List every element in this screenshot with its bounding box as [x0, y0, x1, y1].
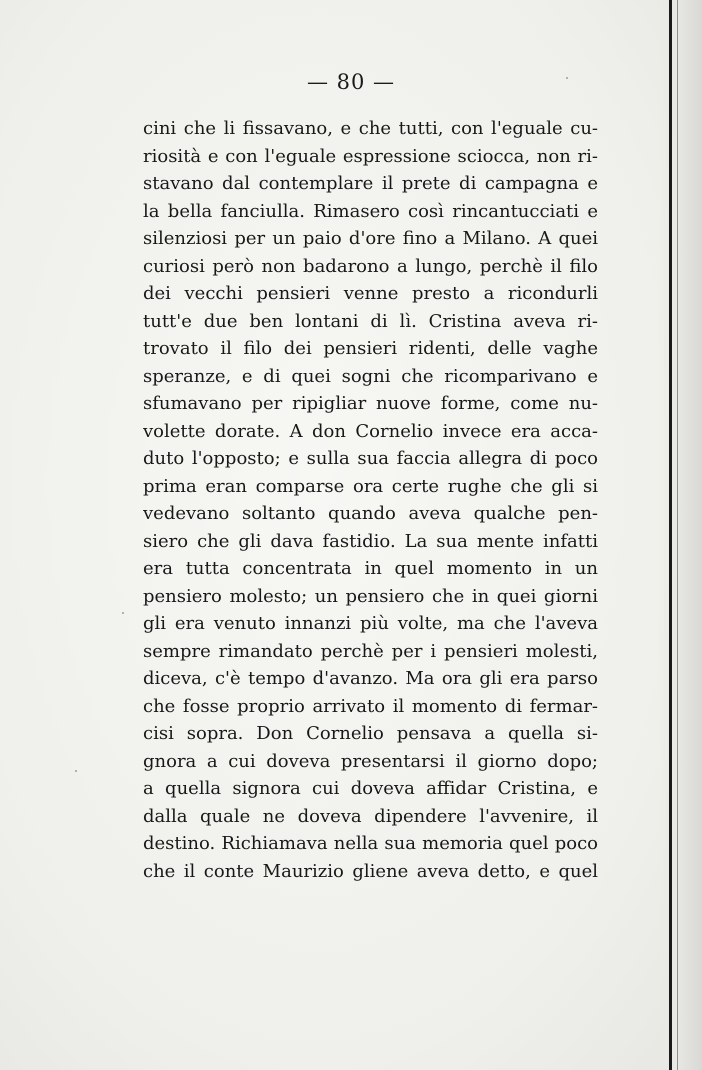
- text-line: sempre rimandato perchè per i pensieri molesti,: [143, 640, 598, 662]
- text-line: diceva, c'è tempo d'avanzo. Ma ora gli era parso: [143, 668, 598, 689]
- text-line: la bella fanciulla. Rimasero così rincantucciati e: [143, 200, 598, 222]
- text-line: trovato il filo dei pensieri ridenti, delle vaghe: [143, 338, 598, 359]
- text-line: siero che gli dava fastidio. La sua mente infatti: [143, 530, 598, 552]
- binding-edge-shadow: [677, 0, 678, 1070]
- text-line: che il conte Maurizio gliene aveva detto, e quel: [143, 860, 598, 882]
- text-line: destino. Richiamava nella sua memoria quel poco: [143, 833, 598, 854]
- text-line: che fosse proprio arrivato il momento di fermar-: [143, 695, 598, 717]
- text-line: gnora a cui doveva presentarsi il giorno dopo;: [143, 750, 598, 772]
- text-line: gli era venuto innanzi più volte, ma che l'aveva: [143, 613, 598, 634]
- text-line: duto l'opposto; e sulla sua faccia allegra di poco: [143, 448, 598, 469]
- text-line: speranze, e di quei sogni che ricomparivano e: [143, 365, 598, 387]
- paper-speck: [122, 612, 124, 614]
- text-line: riosità e con l'eguale espressione sciocca, non ri-: [143, 145, 598, 167]
- body-text: [143, 115, 598, 885]
- text-line: stavano dal contemplare il prete di campagna e: [143, 173, 598, 194]
- text-line: dalla quale ne doveva dipendere l'avvenire, il: [143, 805, 598, 827]
- text-line: vedevano soltanto quando aveva qualche pen-: [143, 503, 598, 524]
- paper-speck: [75, 770, 77, 772]
- text-line: prima eran comparse ora certe rughe che gli si: [143, 475, 598, 497]
- text-line: volette dorate. A don Cornelio invece era acca-: [143, 420, 598, 442]
- page-number: — 80 —: [306, 70, 396, 94]
- text-line: sfumavano per ripigliar nuove forme, come nu-: [143, 393, 598, 414]
- text-line: pensiero molesto; un pensiero che in quei giorni: [143, 585, 598, 607]
- text-line: tutt'e due ben lontani di lì. Cristina aveva ri-: [143, 310, 598, 332]
- text-line: curiosi però non badarono a lungo, perchè il filo: [143, 255, 598, 277]
- text-line: cini che li fissavano, e che tutti, con l'eguale cu-: [143, 118, 598, 139]
- text-line: cisi sopra. Don Cornelio pensava a quella si-: [143, 723, 598, 744]
- text-line: era tutta concentrata in quel momento in un: [143, 558, 598, 579]
- text-line: dei vecchi pensieri venne presto a ricondurli: [143, 283, 598, 304]
- text-line: silenziosi per un paio d'ore fino a Milano. A quei: [143, 228, 598, 249]
- text-line: a quella signora cui doveva affidar Cristina, e: [143, 778, 598, 799]
- page-gutter: [658, 0, 702, 1070]
- binding-edge: [669, 0, 672, 1070]
